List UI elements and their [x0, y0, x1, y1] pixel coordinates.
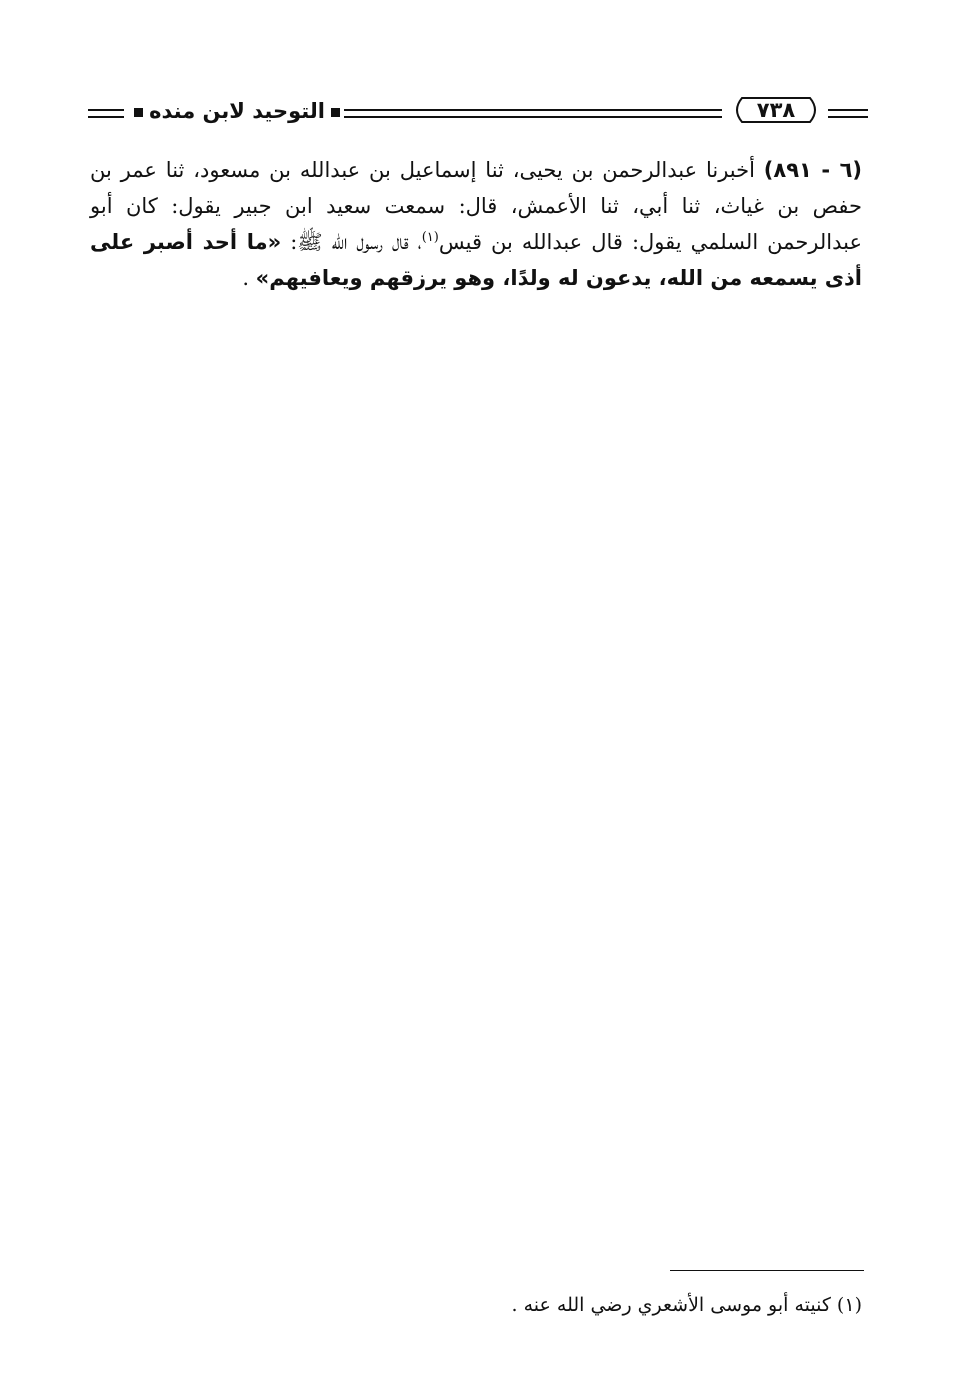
hadith-paragraph [90, 152, 862, 296]
hadith-number: (٦ - ٨٩١) [763, 158, 862, 182]
footnote-separator [670, 1270, 864, 1271]
footnote: (١) كنيته أبو موسى الأشعري رضي الله عنه . [511, 1294, 862, 1316]
header-rule-middle [344, 109, 722, 118]
page-number-frame [728, 94, 824, 126]
header-square-ornament [331, 108, 340, 117]
running-header [88, 92, 868, 132]
book-title: التوحيد لابن منده [149, 99, 325, 123]
isnad-text: أخبرنا عبدالرحمن بن يحيى، ثنا إسماعيل بن عبدالله بن مسعود، ثنا عمر بن حفص بن غياث، ثنا أبي، ثنا الأعمش، قال: سمعت سعيد ابن جبير يقول: كان أبو عبدالرحمن السلمي يقول: قال عبدالله بن قيس [90, 158, 863, 254]
isnad-text-continued: ، قال رسول الله ﷺ: [281, 230, 422, 254]
paragraph-end: . [242, 266, 256, 290]
header-square-ornament [134, 108, 143, 117]
footnote-reference[interactable]: (١) [421, 230, 439, 245]
page-number: ٧٣٨ [756, 98, 796, 122]
header-rule-right [828, 109, 868, 118]
hadith-quote: «ما أحد أصبر على أذى يسمعه من الله، يدعون له ولدًا، وهو يرزقهم ويعافيهم» [90, 230, 862, 290]
header-rule-left [88, 109, 124, 118]
